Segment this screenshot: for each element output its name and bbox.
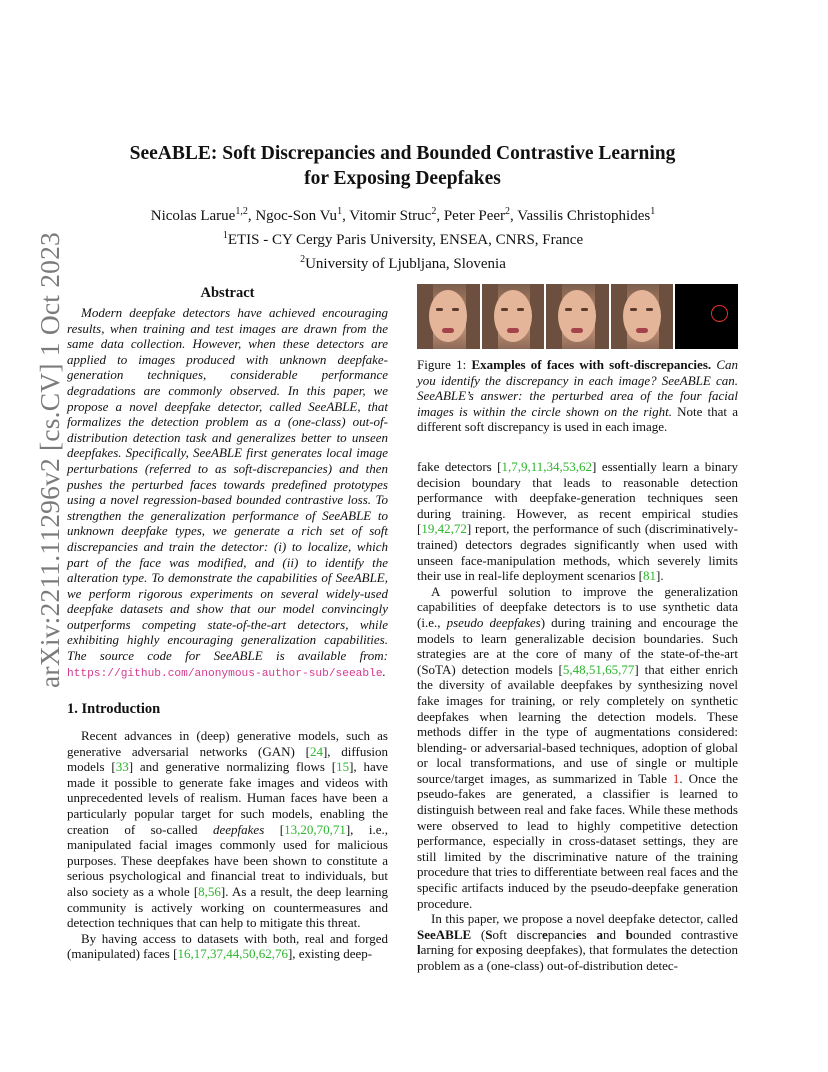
figure-1-image-strip bbox=[417, 284, 738, 349]
citation-link[interactable]: 24 bbox=[309, 743, 323, 759]
author-name: Nicolas Larue bbox=[150, 208, 236, 224]
author-aff: 1 bbox=[650, 206, 656, 217]
right-paragraph-1: fake detectors [1,7,9,11,34,53,62] essentially learn a binary decision boundary that leads to reasonable detection performance with deepfake-generation techniques seen during training. However, as recent empirical studies [19,42,72] report, the performance of such (discriminatively-trained) detectors degrades significantly when used with unseen face-manipulation methods, which severely limits their use in real-life deployment scenarios [81]. bbox=[417, 459, 738, 584]
affiliation-2: $^2$University of Ljubljana, Slovenia bbox=[300, 254, 506, 272]
author-block bbox=[60, 202, 746, 274]
citation-link[interactable]: 16,17,37,44,50,62,76 bbox=[177, 946, 288, 962]
right-paragraph-2: A powerful solution to improve the generalization capabilities of deepfake detectors is to use synthetic data (i.e., pseudo deepfakes) during training and encourage the models to learn generalizable decision boundaries. Such strategies are at the core of many of the state-of-the-art (SoTA) detection models [5,48,51,65,77] that either enrich the diversity of available deepfakes by synthesizing novel fake images for training, or rely completely on synthetic deepfakes when learning the detection models. These methods differ in the type of augmentations considered: blending- or adversarial-based techniques, adoption of global or local transformations, and use of single or multiple source/target images, as summarized in Table 1. Once the pseudo-fakes are generated, a classifier is learned to distinguish between real and fake faces. While these methods were observed to lead to highly competitive detection performance, especially in cross-dataset settings, they are still limited by the discriminative nature of the training procedure that tries to differentiate between real faces and the specific artifacts induced by the pseudo-deepfake generation procedure. bbox=[417, 583, 738, 911]
right-column-body bbox=[417, 459, 738, 974]
author-name: Ngoc-Son Vu bbox=[255, 208, 338, 224]
mask-image bbox=[675, 284, 738, 349]
citation-link[interactable]: 81 bbox=[642, 568, 656, 584]
face-image-4 bbox=[611, 284, 674, 349]
citation-link[interactable]: 1,7,9,11,34,53,62 bbox=[501, 459, 593, 474]
citation-link[interactable]: 13,20,70,71 bbox=[284, 821, 346, 837]
affiliation-1: $^1$ETIS - CY Cergy Paris University, ENSEA, CNRS, France bbox=[222, 230, 584, 248]
abstract-heading: Abstract bbox=[200, 285, 255, 301]
citation-link[interactable]: 19,42,72 bbox=[421, 521, 467, 537]
author-name: Vitomir Struc bbox=[349, 208, 432, 224]
face-image-3 bbox=[546, 284, 609, 349]
author-aff: 2 bbox=[505, 206, 511, 217]
title-line-1: SeeABLE: Soft Discrepancies and Bounded Contrastive Learning bbox=[129, 143, 676, 164]
right-paragraph-3: In this paper, we propose a novel deepfake detector, called SeeABLE (Soft discrepancies and bounded contrastive larning for exposing deepfakes), that formulates the detection problem as a (one-class) out-of-distribution detec- bbox=[417, 911, 738, 973]
face-image-1 bbox=[417, 284, 480, 349]
title-line-2: for Exposing Deepfakes bbox=[304, 168, 501, 189]
circle-marker-icon bbox=[711, 305, 728, 322]
author-aff: 1 bbox=[337, 206, 343, 217]
author-name: Peter Peer bbox=[443, 208, 506, 224]
citation-link[interactable]: 15 bbox=[336, 759, 350, 775]
author-aff: 1,2 bbox=[235, 206, 248, 217]
author-aff: 2 bbox=[431, 206, 437, 217]
citation-link[interactable]: 33 bbox=[115, 759, 129, 775]
table-ref-link[interactable]: 1 bbox=[672, 770, 680, 786]
author-list: Nicolas Larue$^{1,2}$, Ngoc-Son Vu$^1$, Vitomir Struc$^2$, Peter Peer$^2$, Vassilis Christophides$^1$ bbox=[150, 206, 656, 224]
face-image-2 bbox=[482, 284, 545, 349]
citation-link[interactable]: 8,56 bbox=[198, 883, 221, 899]
code-link[interactable]: https://github.com/anonymous-author-sub/seeable bbox=[67, 667, 383, 680]
paper-title bbox=[80, 141, 725, 191]
intro-paragraph-2: By having access to datasets with both, real and forged (manipulated) faces [16,17,37,44,50,62,76], existing deep- bbox=[67, 930, 388, 962]
author-name: Vassilis Christophides bbox=[517, 208, 651, 224]
figure-1-caption: Figure 1: Examples of faces with soft-discrepancies. Can you identify the discrepancy in each image? SeeABLE can. SeeABLE’s answer: the perturbed area of the four facial images is within the circle shown on the right. Note that a different soft discrepancy is used in each image. bbox=[417, 357, 739, 435]
intro-body bbox=[67, 728, 388, 962]
abstract-body: Modern deepfake detectors have achieved encouraging results, when training and test images are drawn from the same data collection. However, when these detectors are applied to images produced with unknown deepfake-generation techniques, considerable performance degradations are commonly observed. In this paper, we propose a novel deepfake detector, called SeeABLE, that formalizes the detection problem as a (one-class) out-of-distribution detection task and generalizes better to unseen deepfakes. Specifically, SeeABLE first generates local image perturbations (referred to as soft-discrepancies) and then pushes the perturbed faces towards predefined prototypes using a novel regression-based bounded contrastive loss. To strengthen the generalization performance of SeeABLE to unknown deepfake types, we generate a rich set of soft discrepancies and train the detector: (i) to localize, which part of the face was modified, and (ii) to identify the alteration type. To demonstrate the capabilities of SeeABLE, we perform rigorous experiments on several widely-used deepfake datasets and show that our model convincingly outperforms competing state-of-the-art detectors, while exhibiting highly encouraging generalization capabilities. The source code for SeeABLE is available from: https://github.com/anonymous-author-sub/seeable. bbox=[67, 305, 388, 680]
intro-paragraph-1: Recent advances in (deep) generative models, such as generative adversarial networks (GAN) [24], diffusion models [33] and generative normalizing flows [15], have made it possible to generate fake images and videos with unprecedented levels of realism. Human faces have been a particularly popular target for such models, enabling the creation of so-called deepfakes [13,20,70,71], i.e., manipulated facial images commonly used for malicious purposes. These deepfakes have been shown to constitute a serious psychological and financial treat to individuals, but also society as a whole [8,56]. As a result, the deep learning community is actively working on countermeasures and detection techniques that can help to mitigate this threat. bbox=[67, 728, 388, 931]
intro-heading: 1. Introduction bbox=[67, 701, 161, 717]
citation-link[interactable]: 5,48,51,65,77 bbox=[562, 661, 635, 677]
arxiv-stamp: arXiv:2211.11296v2 [cs.CV] 1 Oct 2023 bbox=[34, 232, 65, 688]
